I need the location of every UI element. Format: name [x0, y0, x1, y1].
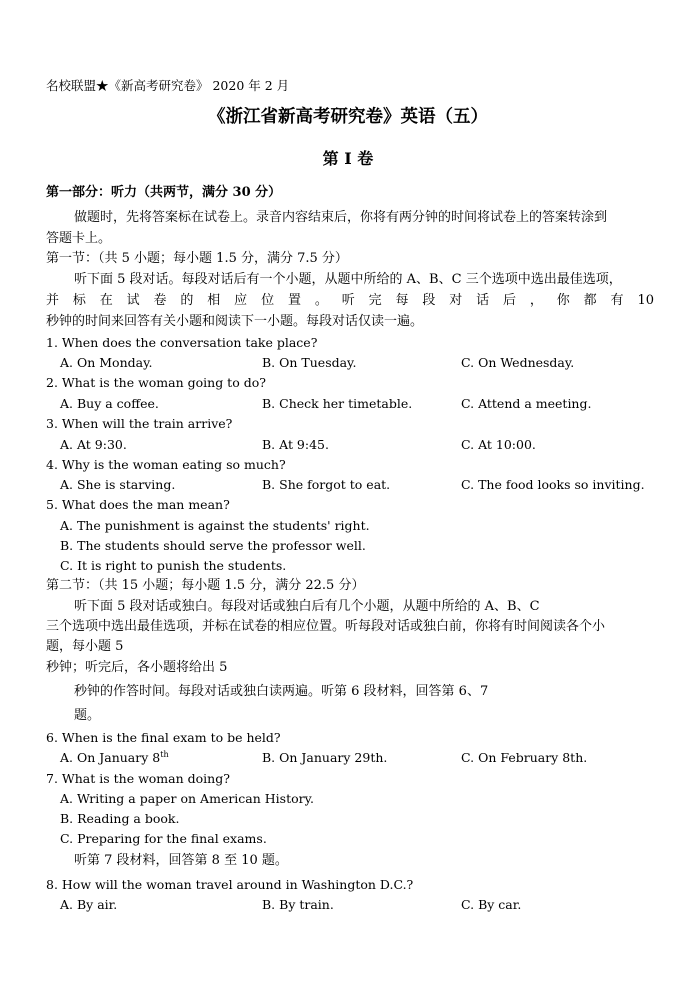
question-3: 3. When will the train arrive? [46, 416, 233, 431]
q2-option-a: A. Buy a coffee. [60, 396, 159, 411]
q4-option-a: A. She is starving. [60, 477, 176, 492]
q6-option-b: B. On January 29th. [262, 750, 388, 765]
question-6: 6. When is the final exam to be held? [46, 730, 281, 745]
part1-instruction-line-1: 做题时，先将答案标在试卷上。录音内容结束后，你将有两分钟的时间将试卷上的答案转涂到 [74, 210, 608, 225]
question-8: 8. How will the woman travel around in Washington D.C.? [46, 877, 414, 892]
q3-option-a: A. At 9:30. [60, 437, 127, 452]
q2-option-c: C. Attend a meeting. [461, 396, 592, 411]
q8-option-a: A. By air. [60, 897, 118, 912]
section2-instruction-line-2: 三个选项中选出最佳选项，并标在试卷的相应位置。听每段对话或独白前，你将有时间阅读各个小 [46, 619, 606, 634]
section1-instruction-line-3: 秒钟的时间来回答有关小题和阅读下一小题。每段对话仅读一遍。 [46, 314, 424, 329]
q5-option-b: B. The students should serve the professor well. [60, 538, 366, 553]
q4-option-c: C. The food looks so inviting. [461, 477, 645, 492]
q8-option-b: B. By train. [262, 897, 334, 912]
section2-instruction-line-1: 听下面 5 段对话或独白。每段对话或独白后有几个小题，从题中所给的 A、B、C [74, 599, 540, 614]
question-4: 4. Why is the woman eating so much? [46, 457, 286, 472]
q3-option-c: C. At 10:00. [461, 437, 536, 452]
section2-instruction-line-3: 题，每小题 5 [46, 639, 124, 654]
q7-option-b: B. Reading a book. [60, 811, 180, 826]
q6-option-a-sup: th [160, 750, 169, 759]
section2-instruction-line-4: 秒钟；听完后，各小题将给出 5 [46, 660, 228, 675]
q3-option-b: B. At 9:45. [262, 437, 329, 452]
page-title: 《浙江省新高考研究卷》英语（五） [208, 107, 488, 127]
q6-option-a [60, 750, 169, 766]
q6-option-c: C. On February 8th. [461, 750, 588, 765]
q5-option-c: C. It is right to punish the students. [60, 558, 287, 573]
material-7-instruction: 听第 7 段材料，回答第 8 至 10 题。 [74, 853, 288, 868]
q1-option-c: C. On Wednesday. [461, 355, 575, 370]
section1-heading: 第一节：（共 5 小题；每小题 1.5 分，满分 7.5 分） [46, 251, 348, 266]
part1-instruction-line-2: 答题卡上。 [46, 231, 112, 246]
section2-instruction-line-6: 题。 [74, 708, 101, 723]
q5-option-a: A. The punishment is against the students' right. [60, 518, 370, 533]
q7-option-c: C. Preparing for the final exams. [60, 831, 267, 846]
section2-instruction-line-5: 秒钟的作答时间。每段对话或独白读两遍。听第 6 段材料，回答第 6、7 [74, 684, 489, 699]
volume-title: 第 I 卷 [322, 149, 374, 168]
q7-option-a: A. Writing a paper on American History. [60, 791, 314, 806]
series-line: 名校联盟★《新高考研究卷》 2020 年 2 月 [46, 78, 290, 93]
question-5: 5. What does the man mean? [46, 497, 230, 512]
section1-instruction-line-1: 听下面 5 段对话。每段对话后有一个小题，从题中所给的 A、B、C 三个选项中选出最佳选项， [74, 272, 622, 287]
section2-heading: 第二节：（共 15 小题；每小题 1.5 分，满分 22.5 分） [46, 578, 365, 593]
q6-option-a-text: A. On January 8 [60, 750, 161, 765]
q2-option-b: B. Check her timetable. [262, 396, 413, 411]
question-2: 2. What is the woman going to do? [46, 375, 266, 390]
section1-instruction-line-2: 并 标 在 试 卷 的 相 应 位 置 。 听 完 每 段 对 话 后 ， 你 都 有 10 [46, 293, 654, 308]
question-7: 7. What is the woman doing? [46, 771, 230, 786]
q4-option-b: B. She forgot to eat. [262, 477, 391, 492]
q1-option-a: A. On Monday. [60, 355, 153, 370]
question-1: 1. When does the conversation take place? [46, 335, 318, 350]
part1-heading: 第一部分：听力（共两节，满分 30 分） [46, 185, 282, 200]
q1-option-b: B. On Tuesday. [262, 355, 357, 370]
q8-option-c: C. By car. [461, 897, 522, 912]
